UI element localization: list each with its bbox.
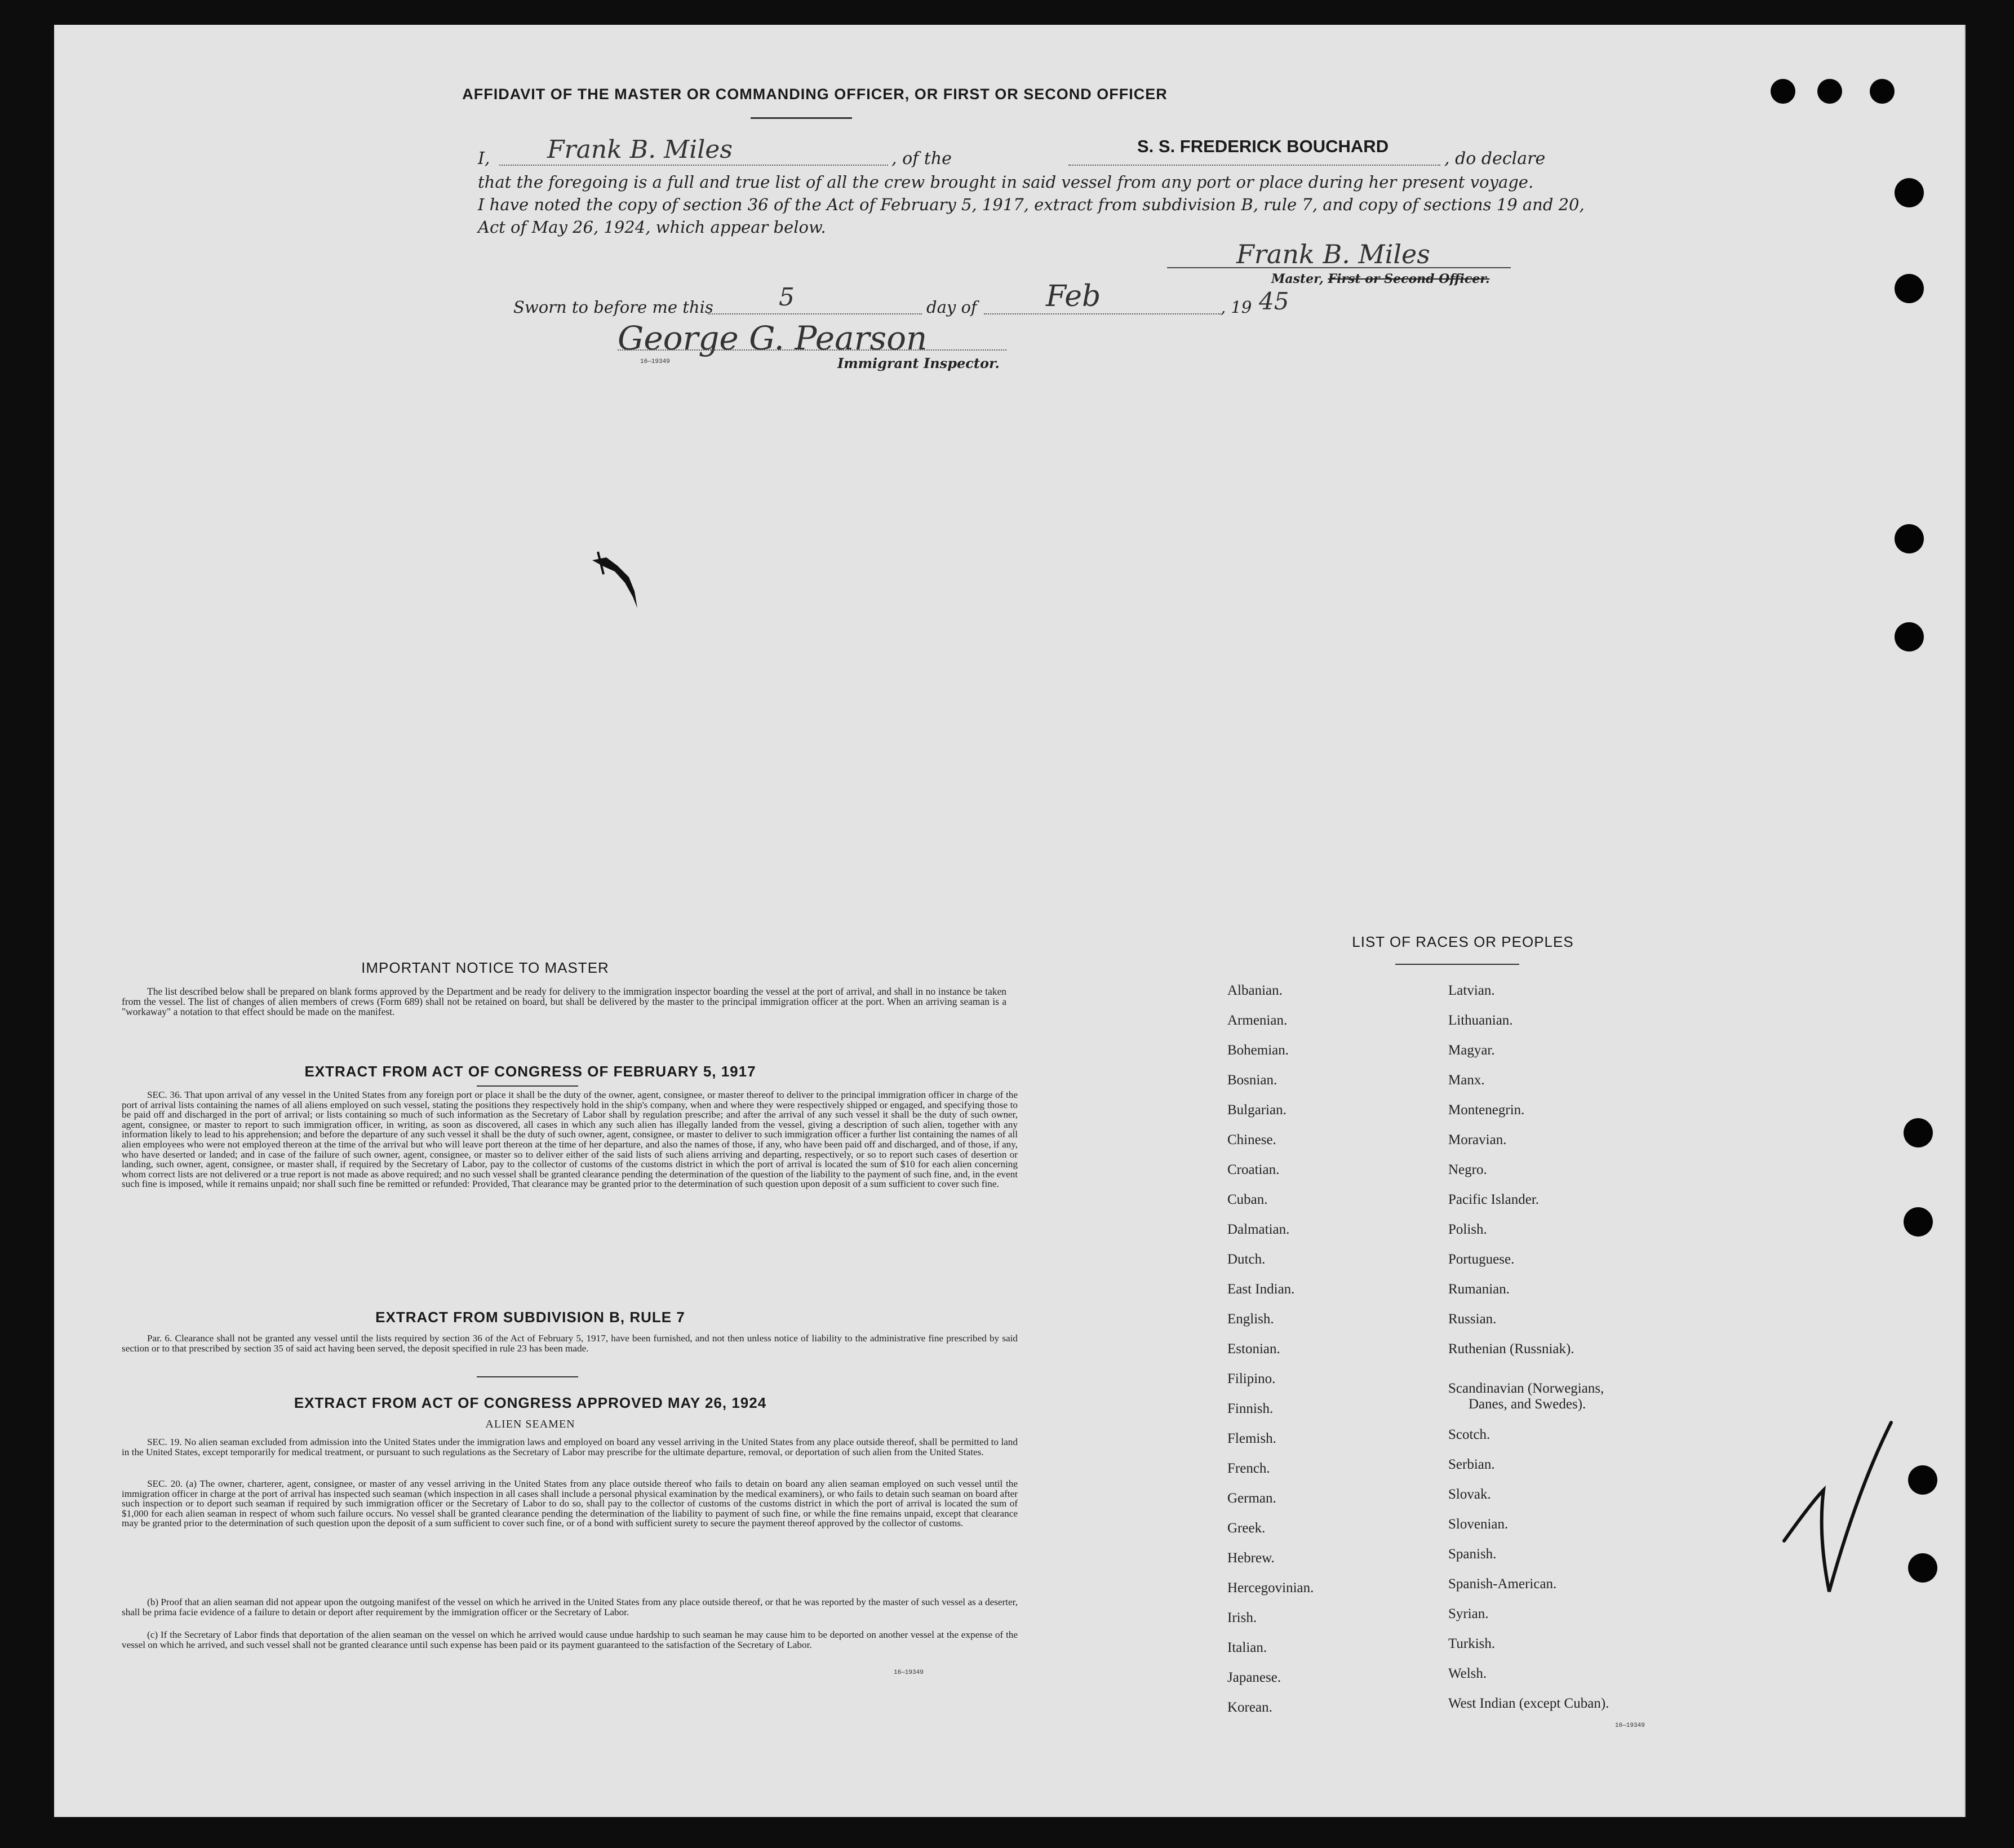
rule-7-title: EXTRACT FROM SUBDIVISION B, RULE 7 [375,1309,685,1326]
race-item: Hercegovinian. [1227,1580,1314,1596]
race-item: Slovenian. [1448,1517,1509,1532]
master-signature: Frank B. Miles [1236,239,1430,269]
alien-seamen-subtitle: ALIEN SEAMEN [485,1418,575,1430]
race-item: Slovak. [1448,1487,1491,1502]
race-item: Portuguese. [1448,1252,1515,1267]
day-value: 5 [779,283,795,312]
notice-title: IMPORTANT NOTICE TO MASTER [361,959,609,976]
race-item: Scandinavian (Norwegians, [1448,1381,1604,1396]
check-mark [1778,1411,1902,1625]
extract-1924-title: EXTRACT FROM ACT OF CONGRESS APPROVED MAY 26, 1924 [294,1394,767,1411]
race-item: Chinese. [1227,1132,1276,1147]
punch-hole [1771,79,1795,104]
affidavit-line-2: that the foregoing is a full and true list of all the crew brought in said vessel from any port or place during her present voyage. [478,172,1534,192]
race-item: Serbian. [1448,1457,1495,1472]
section-20a-text: SEC. 20. (a) The owner, charterer, agent, consignee, or master of any vessel arriving in the United States from any place outside thereof who fails to detain on board any alien seaman employed on such vessel until the immigration officer in charge at the port of arrival has inspected such seaman (which inspection in all cases shall include a personal physical examination by the medical examiners), or who fails to detain such seaman on board after such inspection or to deport such seaman if required by such immigration officer or the Secretary of Labor to do so, shall pay to the collector of customs of the customs district in which the port of arrival is located the sum of $1,000 for each alien seaman in respect of whom such failure occurs. No vessel shall be granted clearance pending the determination of the liability to payment of such fine, or while the fine remains unpaid, except that clearance may be granted prior to the determination of such question upon the deposit of a sum sufficient to cover such fine, or of a bond with sufficient surety to secure the payment thereof approved by the collector of customs. [122,1478,1018,1529]
signature-caption-master: Master, [1271,272,1328,286]
race-item: Scotch. [1448,1427,1490,1442]
extract-1917-body: SEC. 36. That upon arrival of any vessel in the United States from any foreign port or place it shall be the duty of the owner, agent, consignee, or master thereof to deliver to the principal immigration officer in charge of the port of arrival lists containing the names of all aliens employed on such vessel, stating the positions they respectively hold in the ship's company, when and where they were respectively shipped or engaged, and specifying those to be paid off and discharged in the port of arrival; or lists containing so much of such information as the Secretary of Labor shall by regulation prescribe; and after the arrival of any such vessel it shall be the duty of such owner, agent, consignee, or master to report to such immigration officer, in writing, as soon as discovered, all cases in which any such alien has illegally landed from the vessel, giving a description of such alien, together with any information likely to lead to his apprehension; and before the departure of any such vessel it shall be the duty of such owner, agent, consignee, or master to deliver to such immigration officer a further list containing the names of all alien employees who were not employed thereon at the time of the arrival but who will leave port thereon at the time of her departure, and also the names of those, if any, who have been paid off and discharged, and of those, if any, who have deserted or landed; and in case of the failure of such owner, agent, consignee, or master so to deliver either of the said lists of such aliens arriving and departing, respectively, or so to report such cases of desertion or landing, such owner, agent, consignee, or master shall, if required by the Secretary of Labor, pay to the collector of customs of the customs district in which the port of arrival is located the sum of $10 for each alien concerning whom correct lists are not delivered or a true report is not made as above required; and no such vessel shall be granted clearance pending the determination of the question of the liability to the payment of such fine, and, in the event such fine is imposed, while it remains unpaid; nor shall such fine be remitted or refunded: Provided, That clearance may be granted prior to the determination of such question upon deposit of a sum sufficient to cover such fine. [122,1089,1018,1190]
inspector-line [618,349,1006,351]
race-item: Finnish. [1227,1401,1274,1416]
race-item: Manx. [1448,1073,1485,1088]
punch-hole [1895,274,1924,303]
affidavit-line-4: Act of May 26, 1924, which appear below. [478,218,826,237]
year-value: 45 [1259,287,1289,315]
race-item: Ruthenian (Russniak). [1448,1341,1574,1357]
notice-body: The list described below shall be prepared on blank forms approved by the Department and be ready for delivery to the immigration inspector boarding the vessel at the port of arrival, and shall in no instance be taken from the vessel. The list of changes of alien members of crews (Form 689) shall not be retained on board, but shall be delivered by the master to the principal immigration officer at the port. When an arriving seaman is a "workaway" a notation to that effect should be made on the manifest. [122,986,1006,1017]
race-item: Albanian. [1227,983,1283,998]
race-item: Rumanian. [1448,1282,1510,1297]
race-item: Croatian. [1227,1162,1280,1177]
do-declare-label: , do declare [1444,149,1546,169]
affidavit-line-3: I have noted the copy of section 36 of the Act of February 5, 1917, extract from subdivision B, rule 7, and copy of sections 19 and 20, [478,195,1585,214]
rule-7-separator [477,1376,578,1377]
month-line [984,313,1221,314]
race-item: Cuban. [1227,1192,1268,1207]
year-prefix: , 19 [1221,298,1252,317]
signature-line [1167,267,1511,268]
section-20b-text: (b) Proof that an alien seaman did not appear upon the outgoing manifest of the vessel on which he arrived in the United States from any place outside thereof, or that he was reported by the master of such vessel as a deserter, shall be prima facie evidence of a failure to detain or deport after requirement by the immigration officer or the Secretary of Labor. [122,1597,1018,1617]
race-item: Dalmatian. [1227,1222,1290,1237]
section-19-text: SEC. 19. No alien seaman excluded from admission into the United States under the immigration laws and employed on board any vessel arriving in the United States from any place outside thereof, shall be permitted to land in the United States, except temporarily for medical treatment, or pursuant to such regulations as the Secretary of Labor may prescribe for the ultimate departure, removal, or deportation of such alien from the United States. [122,1437,1018,1457]
affidavit-form-number: 16—19349 [640,358,670,365]
extract-1917-separator [477,1085,578,1087]
punch-hole [1895,178,1924,207]
affidavit-title: AFFIDAVIT OF THE MASTER OR COMMANDING OFFICER, OR FIRST OR SECOND OFFICER [462,86,1168,103]
day-line [708,313,922,314]
inspector-signature: George G. Pearson [618,319,928,357]
races-title: LIST OF RACES OR PEOPLES [1352,933,1574,950]
race-item: Dutch. [1227,1252,1266,1267]
races-separator [1395,964,1519,965]
race-item: East Indian. [1227,1282,1295,1297]
race-item: Bosnian. [1227,1073,1277,1088]
race-item: Lithuanian. [1448,1013,1513,1028]
affidavit-i: I, [478,149,490,169]
of-the-label: , of the [891,149,952,169]
vessel-stamp: S. S. FREDERICK BOUCHARD [1137,136,1389,156]
section-20c-text: (c) If the Secretary of Labor finds that deportation of the alien seaman on the vessel on which he arrived would cause undue hardship to such seaman he may cause him to be deported on another vessel at the expense of the vessel on which he arrived, and such vessel shall not be granted clearance until such expense has been paid or its payment guaranteed to the satisfaction of the Secretary of Labor. [122,1629,1018,1650]
signature-caption-struck: First or Second Officer. [1328,272,1490,286]
signature-caption [1271,272,1490,286]
races-form-number: 16—19349 [1615,1722,1645,1729]
rule-7-body: Par. 6. Clearance shall not be granted any vessel until the lists required by section 36 of the Act of February 5, 1917, have been furnished, and not then unless notice of liability to the administrative fine prescribed by said section or to that prescribed by section 35 of said act having been served, the deposit specified in rule 23 has been made. [122,1333,1018,1354]
extract-1917-title: EXTRACT FROM ACT OF CONGRESS OF FEBRUARY 5, 1917 [304,1063,756,1080]
race-item: Montenegrin. [1448,1102,1525,1118]
punch-hole [1817,79,1842,104]
month-value: Feb [1046,280,1101,313]
race-item: Irish. [1227,1610,1257,1625]
race-item: German. [1227,1491,1276,1506]
race-item: Danes, and Swedes). [1469,1397,1586,1412]
document-page [54,25,1966,1817]
race-item: Syrian. [1448,1606,1489,1621]
vessel-line [1068,165,1440,166]
race-item: Armenian. [1227,1013,1288,1028]
punch-hole [1908,1553,1937,1583]
race-item: Moravian. [1448,1132,1507,1147]
race-item: Bulgarian. [1227,1102,1287,1118]
day-of-label: day of [926,298,977,317]
inspector-caption: Immigrant Inspector. [837,355,1000,371]
race-item: Estonian. [1227,1341,1280,1357]
race-item: Polish. [1448,1222,1487,1237]
race-item: Flemish. [1227,1431,1276,1446]
ink-blot-mark [581,535,654,619]
punch-hole [1895,524,1924,553]
race-item: Spanish. [1448,1546,1497,1562]
race-item: French. [1227,1461,1270,1476]
sworn-label: Sworn to before me this [513,298,713,317]
race-item: Bohemian. [1227,1043,1289,1058]
title-separator [751,117,852,119]
race-item: Magyar. [1448,1043,1495,1058]
race-item: Korean. [1227,1700,1272,1715]
race-item: Latvian. [1448,983,1495,998]
race-item: Japanese. [1227,1670,1281,1685]
race-item: Pacific Islander. [1448,1192,1540,1207]
race-item: Italian. [1227,1640,1267,1655]
race-item: Hebrew. [1227,1550,1275,1566]
name-line [499,165,888,166]
race-item: Negro. [1448,1162,1487,1177]
race-item: Spanish-American. [1448,1576,1557,1592]
master-name: Frank B. Miles [547,135,733,164]
race-item: English. [1227,1311,1274,1327]
race-item: Turkish. [1448,1636,1496,1651]
race-item: West Indian (except Cuban). [1448,1696,1609,1711]
punch-hole [1895,622,1924,652]
race-item: Filipino. [1227,1371,1276,1386]
punch-hole [1904,1118,1933,1147]
extract-form-number: 16—19349 [894,1669,924,1676]
race-item: Russian. [1448,1311,1497,1327]
punch-hole [1870,79,1895,104]
punch-hole [1904,1207,1933,1237]
race-item: Welsh. [1448,1666,1487,1681]
race-item: Greek. [1227,1521,1266,1536]
punch-hole [1908,1465,1937,1495]
